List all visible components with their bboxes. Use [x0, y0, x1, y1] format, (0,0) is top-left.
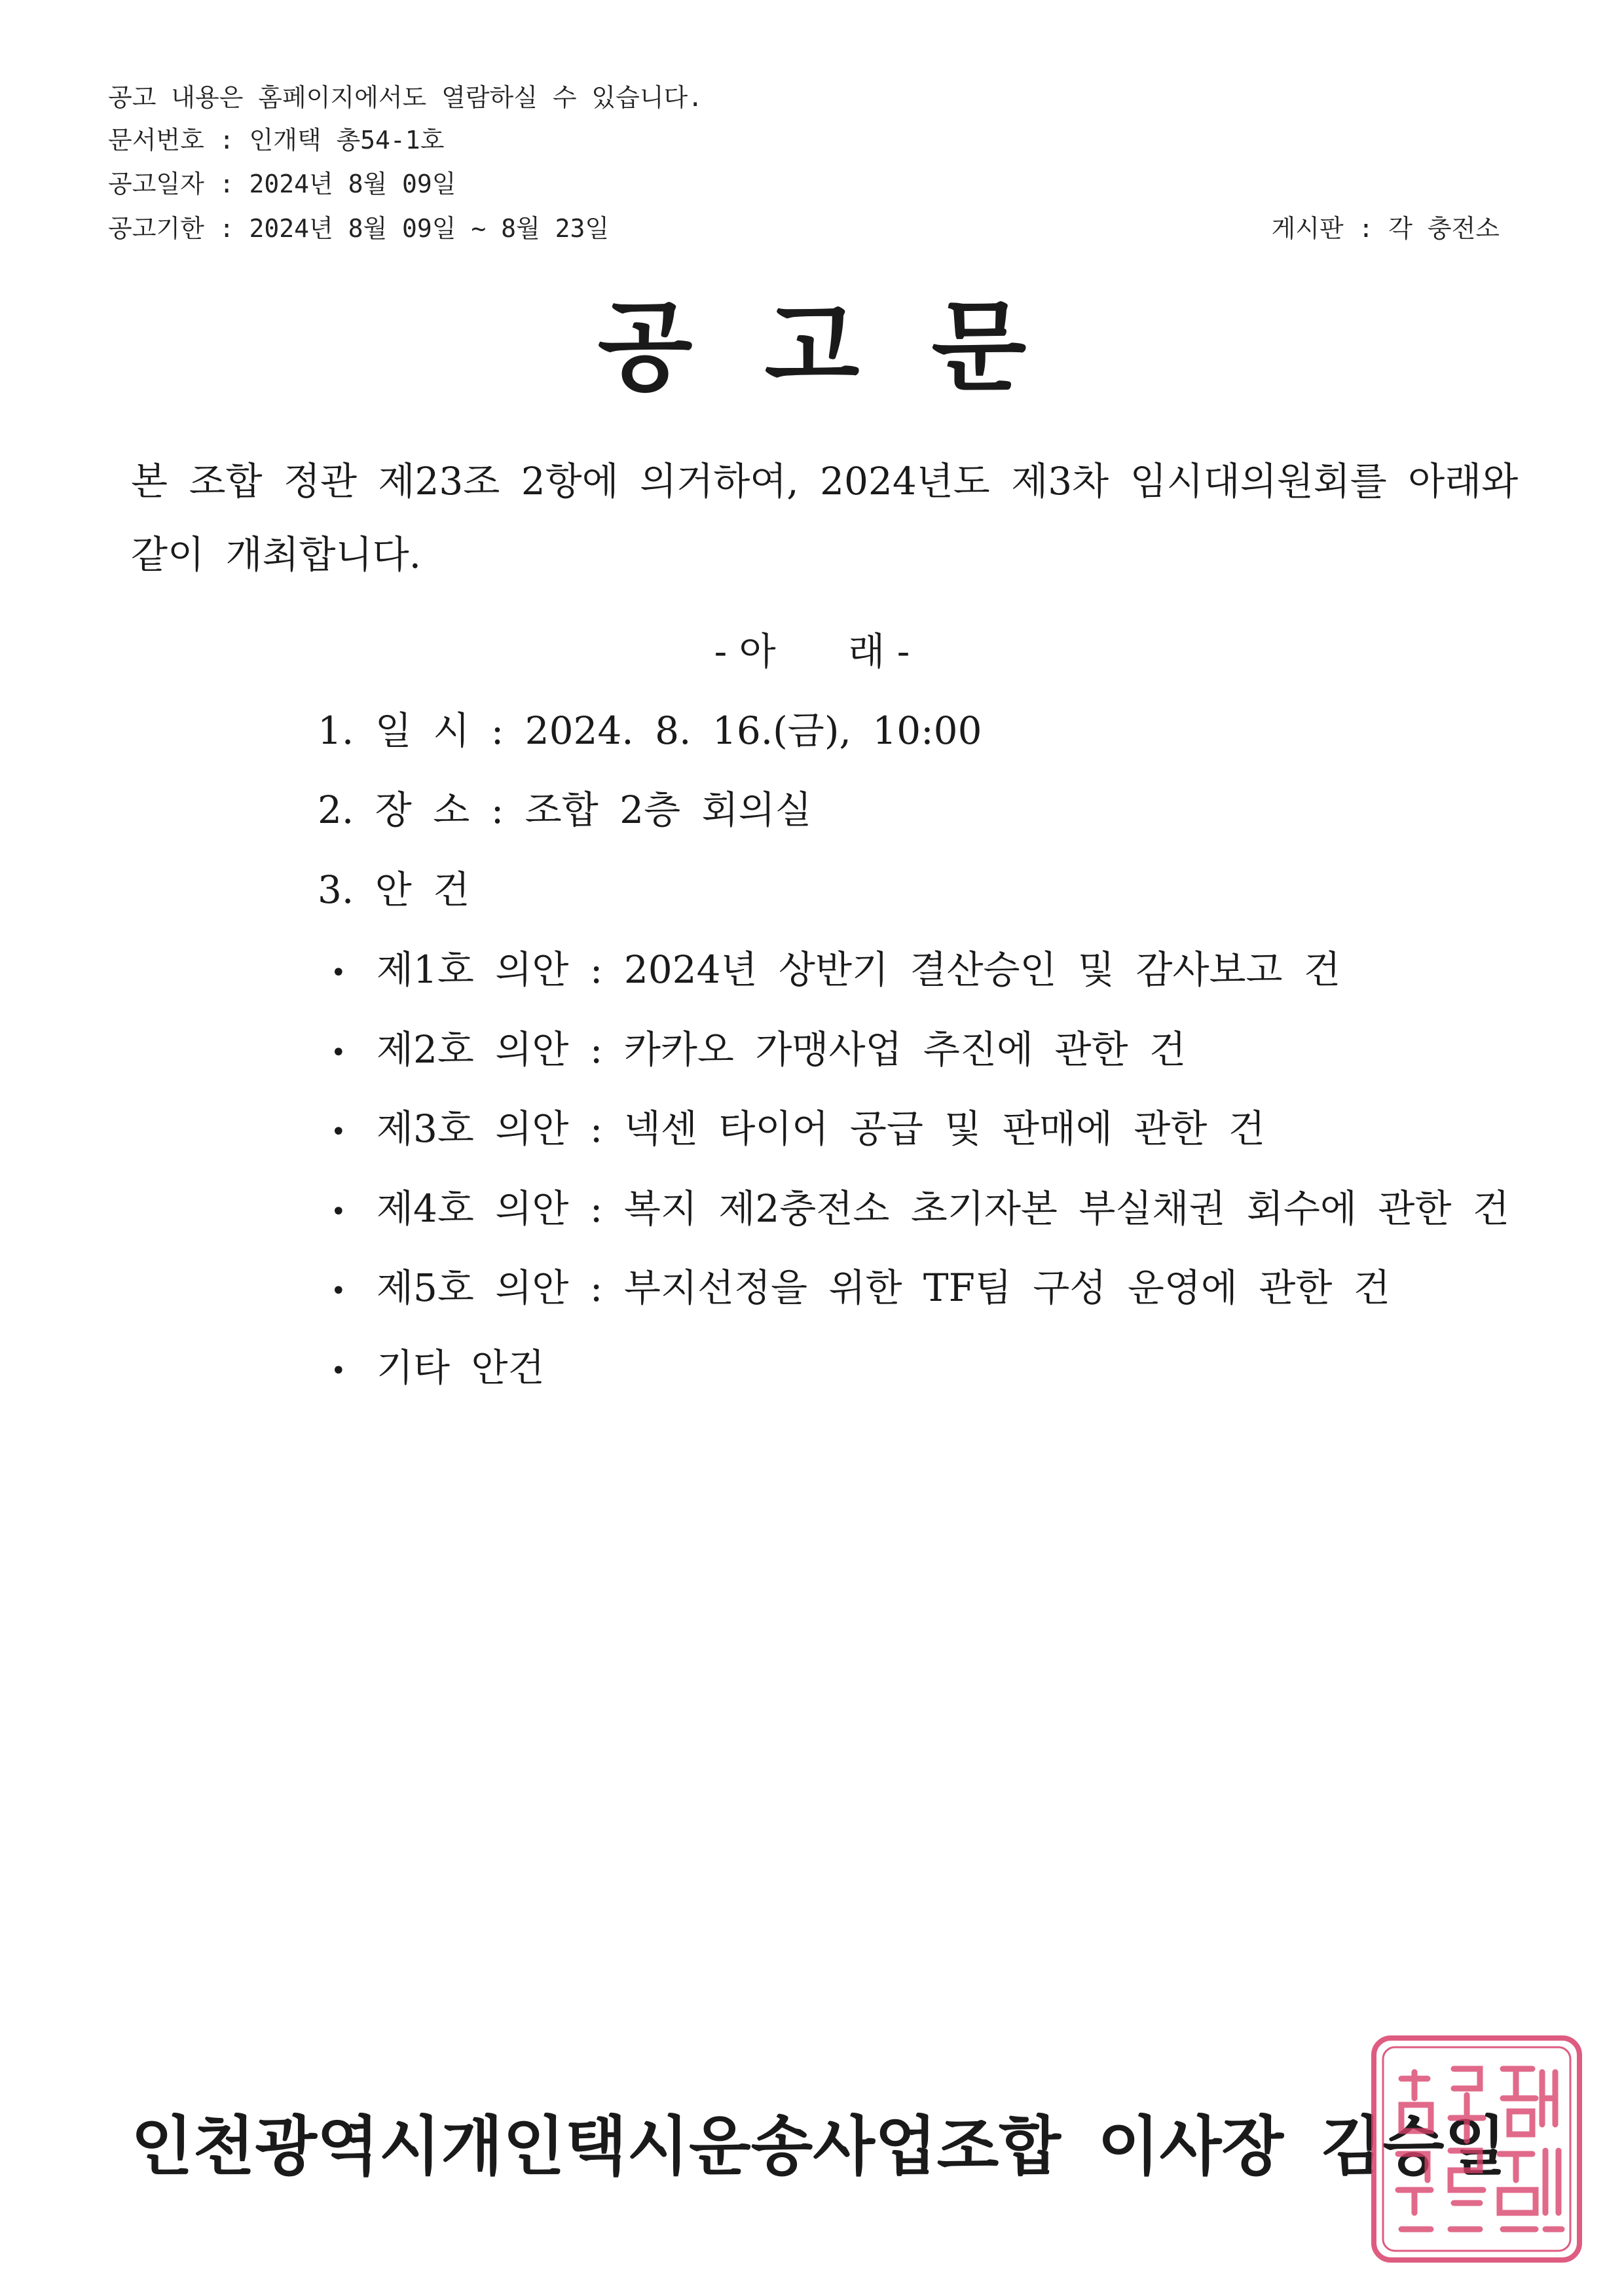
agenda-item-4: [331, 1186, 1509, 1231]
agenda-item-text: 기타 안건: [377, 1345, 545, 1390]
agenda-item-text: 제3호 의안 : 넥센 타이어 공급 및 판매에 관한 건: [377, 1106, 1265, 1151]
bulletin-board: 게시판 : 각 충전소: [1271, 214, 1500, 243]
notice-period: 공고기한 : 2024년 8월 09일 ~ 8월 23일: [108, 214, 610, 243]
agenda-item-2: [331, 1027, 1186, 1072]
agenda-item-text: 제4호 의안 : 복지 제2충전소 초기자본 부실채권 회수에 관한 건: [377, 1186, 1509, 1231]
item-agenda-heading: 3. 안 건: [318, 867, 470, 912]
bullet-icon: •: [331, 1275, 346, 1306]
bullet-icon: •: [331, 1196, 346, 1227]
arae-heading: - 아 래 -: [714, 629, 910, 674]
item-location: 2. 장 소 : 조합 2층 회의실: [318, 788, 812, 832]
official-seal-icon: [1369, 2033, 1585, 2265]
header-notice-line: 공고 내용은 홈페이지에서도 열람하실 수 있습니다.: [108, 83, 703, 112]
agenda-item-1: [331, 947, 1341, 992]
agenda-item-text: 제2호 의안 : 카카오 가맹사업 추진에 관한 건: [377, 1027, 1186, 1072]
document-number: 문서번호 : 인개택 총54-1호: [108, 126, 445, 155]
agenda-item-3: [331, 1106, 1265, 1151]
bullet-icon: •: [331, 1355, 346, 1386]
bullet-icon: •: [331, 1116, 346, 1147]
intro-line-1: 본 조합 정관 제23조 2항에 의거하여, 2024년도 제3차 임시대의원회를 아래와: [131, 459, 1519, 503]
item-datetime: 1. 일 시 : 2024. 8. 16.(금), 10:00: [318, 708, 982, 753]
bullet-icon: •: [331, 957, 346, 988]
agenda-item-text: 제5호 의안 : 부지선정을 위한 TF팀 구성 운영에 관한 건: [377, 1266, 1390, 1310]
agenda-item-text: 제1호 의안 : 2024년 상반기 결산승인 및 감사보고 건: [377, 947, 1341, 992]
notice-date: 공고일자 : 2024년 8월 09일: [108, 170, 456, 198]
signature-line: 인천광역시개인택시운송사업조합 이사장 김승일: [131, 2109, 1507, 2184]
agenda-item-other: [331, 1345, 545, 1390]
document-title: 공고문: [597, 289, 1099, 405]
intro-line-2: 같이 개최합니다.: [131, 532, 422, 577]
agenda-item-5: [331, 1266, 1390, 1310]
bullet-icon: •: [331, 1037, 346, 1068]
